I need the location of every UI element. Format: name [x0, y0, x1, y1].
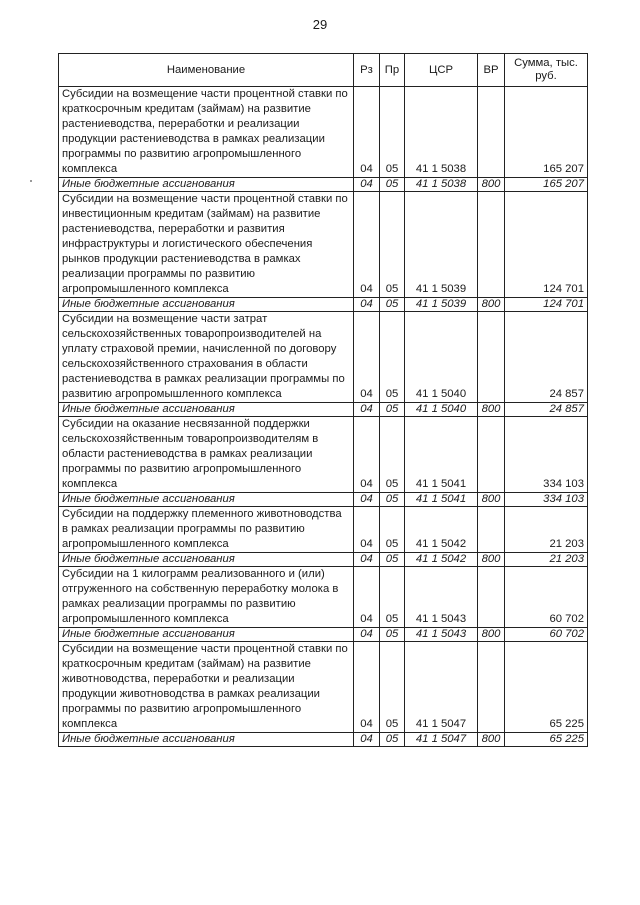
- row-rz: 04: [354, 567, 380, 628]
- row-pr: 05: [380, 178, 405, 192]
- row-rz: 04: [354, 493, 380, 507]
- row-sum: 65 225: [505, 642, 588, 733]
- row-csr: 41 1 5038: [405, 87, 478, 178]
- row-rz: 04: [354, 312, 380, 403]
- row-csr: 41 1 5039: [405, 298, 478, 312]
- row-vr: [478, 417, 505, 493]
- row-rz: 04: [354, 628, 380, 642]
- table-row: [59, 567, 588, 628]
- table-row-subtotal: [59, 493, 588, 507]
- row-name: Иные бюджетные ассигнования: [59, 493, 354, 507]
- row-name: Субсидии на возмещение части процентной ставки по краткосрочным кредитам (займам) на развитие растениеводства, переработки и реализации продукции растениеводства в рамках реализации программы по развитию агропромышленного комплекса: [59, 87, 354, 178]
- row-sum: 334 103: [505, 417, 588, 493]
- row-rz: 04: [354, 403, 380, 417]
- row-csr: 41 1 5039: [405, 192, 478, 298]
- row-vr: 800: [478, 628, 505, 642]
- table-row: [59, 417, 588, 493]
- row-name: Субсидии на 1 килограмм реализованного и (или) отгруженного на собственную переработку молока в рамках реализации программы по развитию агропромышленного комплекса: [59, 567, 354, 628]
- row-csr: 41 1 5041: [405, 417, 478, 493]
- row-sum: 124 701: [505, 298, 588, 312]
- table-row-subtotal: [59, 733, 588, 747]
- row-csr: 41 1 5047: [405, 733, 478, 747]
- row-csr: 41 1 5038: [405, 178, 478, 192]
- row-sum: 334 103: [505, 493, 588, 507]
- row-pr: 05: [380, 298, 405, 312]
- row-name: Субсидии на возмещение части процентной ставки по краткосрочным кредитам (займам) на развитие животноводства, переработки и реализации продукции животноводства в рамках реализации программы по развитию агропромышленного комплекса: [59, 642, 354, 733]
- row-sum: 60 702: [505, 567, 588, 628]
- row-pr: 05: [380, 312, 405, 403]
- row-name: Иные бюджетные ассигнования: [59, 403, 354, 417]
- row-rz: 04: [354, 507, 380, 553]
- row-name: Субсидии на поддержку племенного животноводства в рамках реализации программы по развитию агропромышленного комплекса: [59, 507, 354, 553]
- row-sum: 24 857: [505, 312, 588, 403]
- row-csr: 41 1 5042: [405, 553, 478, 567]
- row-name: Субсидии на возмещение части процентной ставки по инвестиционным кредитам (займам) на развитие растениеводства, переработки и развития инфраструктуры и логистического обеспечения рынков продукции растениеводства в рамках реализации программы по развитию агропромышленного комплекса: [59, 192, 354, 298]
- budget-table: [58, 53, 588, 747]
- table-row-subtotal: [59, 553, 588, 567]
- row-name: Иные бюджетные ассигнования: [59, 298, 354, 312]
- row-sum: 24 857: [505, 403, 588, 417]
- row-name: Иные бюджетные ассигнования: [59, 553, 354, 567]
- row-pr: 05: [380, 192, 405, 298]
- header-name: Наименование: [59, 54, 354, 87]
- page-number: 29: [312, 17, 328, 32]
- row-vr: 800: [478, 298, 505, 312]
- header-csr: ЦСР: [405, 54, 478, 87]
- table-row: [59, 642, 588, 733]
- budget-table-container: [58, 53, 588, 747]
- row-rz: 04: [354, 192, 380, 298]
- row-pr: 05: [380, 567, 405, 628]
- row-vr: 800: [478, 178, 505, 192]
- row-sum: 165 207: [505, 87, 588, 178]
- row-pr: 05: [380, 87, 405, 178]
- row-vr: [478, 87, 505, 178]
- header-rz: Рз: [354, 54, 380, 87]
- row-pr: 05: [380, 553, 405, 567]
- row-pr: 05: [380, 628, 405, 642]
- table-row-subtotal: [59, 403, 588, 417]
- table-row: [59, 312, 588, 403]
- row-csr: 41 1 5040: [405, 312, 478, 403]
- row-csr: 41 1 5040: [405, 403, 478, 417]
- table-row: [59, 507, 588, 553]
- row-rz: 04: [354, 298, 380, 312]
- row-pr: 05: [380, 417, 405, 493]
- row-vr: 800: [478, 733, 505, 747]
- row-vr: [478, 567, 505, 628]
- row-sum: 165 207: [505, 178, 588, 192]
- row-sum: 21 203: [505, 553, 588, 567]
- row-sum: 124 701: [505, 192, 588, 298]
- header-pr: Пр: [380, 54, 405, 87]
- row-vr: 800: [478, 493, 505, 507]
- table-row-subtotal: [59, 178, 588, 192]
- row-csr: 41 1 5043: [405, 628, 478, 642]
- row-rz: 04: [354, 553, 380, 567]
- row-csr: 41 1 5041: [405, 493, 478, 507]
- row-vr: [478, 312, 505, 403]
- row-rz: 04: [354, 417, 380, 493]
- row-csr: 41 1 5042: [405, 507, 478, 553]
- row-pr: 05: [380, 507, 405, 553]
- table-row: [59, 192, 588, 298]
- table-row-subtotal: [59, 628, 588, 642]
- row-csr: 41 1 5047: [405, 642, 478, 733]
- header-sum: Сумма, тыс. руб.: [505, 54, 588, 87]
- row-sum: 60 702: [505, 628, 588, 642]
- row-sum: 21 203: [505, 507, 588, 553]
- row-pr: 05: [380, 493, 405, 507]
- row-csr: 41 1 5043: [405, 567, 478, 628]
- row-vr: [478, 507, 505, 553]
- row-pr: 05: [380, 403, 405, 417]
- table-header-row: [59, 54, 588, 87]
- row-rz: 04: [354, 178, 380, 192]
- row-pr: 05: [380, 733, 405, 747]
- row-name: Иные бюджетные ассигнования: [59, 178, 354, 192]
- row-rz: 04: [354, 642, 380, 733]
- header-vr: ВР: [478, 54, 505, 87]
- row-name: Субсидии на возмещение части затрат сельскохозяйственных товаропроизводителей на уплату страховой премии, начисленной по договору сельскохозяйственного страхования в области растениеводства в рамках реализации программы по развитию агропромышленного комплекса: [59, 312, 354, 403]
- row-vr: [478, 642, 505, 733]
- row-rz: 04: [354, 733, 380, 747]
- row-pr: 05: [380, 642, 405, 733]
- table-row-subtotal: [59, 298, 588, 312]
- row-name: Субсидии на оказание несвязанной поддержки сельскохозяйственным товаропроизводителям в области растениеводства в рамках реализации программы по развитию агропромышленного комплекса: [59, 417, 354, 493]
- row-vr: [478, 192, 505, 298]
- row-name: Иные бюджетные ассигнования: [59, 733, 354, 747]
- row-vr: 800: [478, 553, 505, 567]
- scan-speck: [30, 180, 32, 182]
- row-sum: 65 225: [505, 733, 588, 747]
- row-vr: 800: [478, 403, 505, 417]
- row-rz: 04: [354, 87, 380, 178]
- row-name: Иные бюджетные ассигнования: [59, 628, 354, 642]
- table-row: [59, 87, 588, 178]
